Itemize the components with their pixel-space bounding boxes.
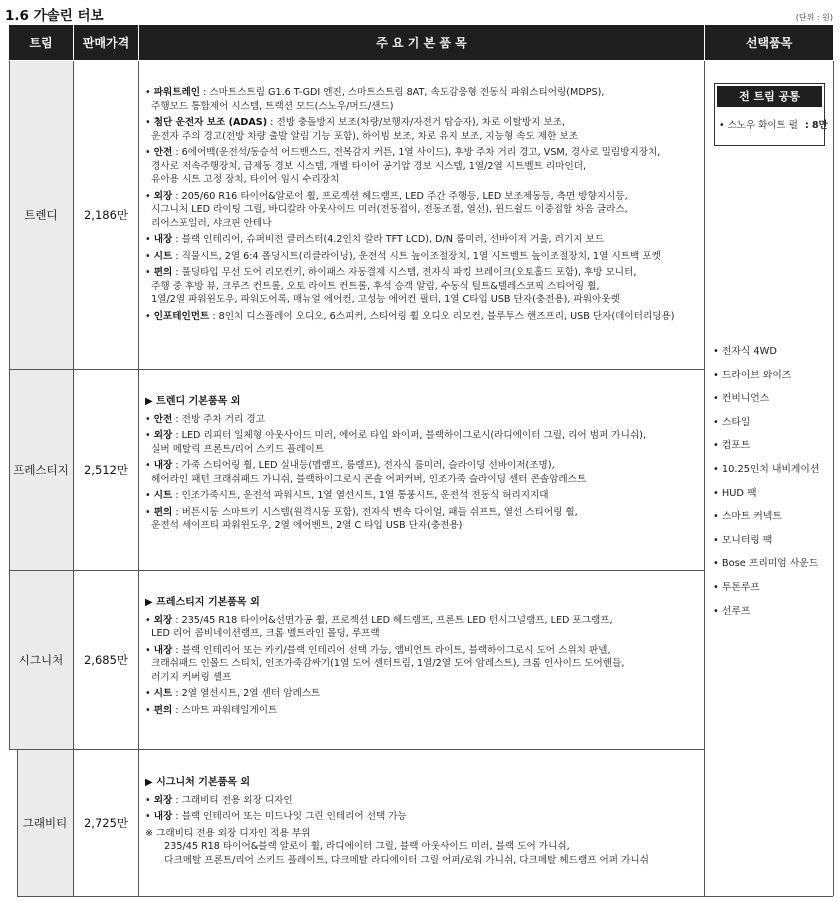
feature-item	[145, 190, 701, 231]
bullet-icon: •	[145, 190, 154, 202]
feature-item	[145, 794, 701, 808]
feature-text: : 블랙 인테리어 또는 카키/블랙 인테리어 선택 가능, 앰비언트 라이트, 블랙하이그로시 도어 스위치 판넬,	[172, 644, 611, 656]
feature-label: 편의	[153, 267, 173, 278]
feature-label: 파워트레인	[153, 87, 201, 98]
divider	[9, 369, 704, 370]
gravity-note: 235/45 R18 타이어&블랙 알로이 휠, 라디에이터 그릴, 블랙 아웃사이드 미러, 블랙 도어 가니쉬,	[145, 841, 570, 852]
feature-label: 시트	[153, 490, 173, 501]
divider	[704, 61, 705, 896]
bullet-icon: •	[145, 614, 154, 626]
feature-item	[145, 704, 701, 718]
bullet-icon: •	[145, 267, 154, 278]
feature-text: LED 리어 콤비네이션램프, 크롬 벨트라인 몰딩, 루프랙	[151, 628, 380, 639]
feature-text: 리어스포일러, 샤크핀 안테나	[151, 217, 272, 229]
trim-name-trendy: 트렌디	[9, 61, 73, 369]
common-option-box	[714, 83, 828, 146]
feature-item	[145, 687, 701, 701]
divider	[73, 61, 74, 896]
feature-label: 외장	[153, 614, 173, 626]
feature-text: 실버 메탈릭 프론트/리어 스키드 플레이트	[151, 443, 325, 455]
price-gravity: 2,725만	[74, 750, 138, 896]
unit-note: (단위 : 원)	[795, 13, 833, 22]
feature-label: 내장	[153, 644, 173, 656]
bullet-icon: •	[145, 250, 154, 262]
feature-item	[145, 310, 701, 324]
feature-item	[145, 644, 701, 685]
bullet-icon: •	[145, 413, 154, 425]
bullet-icon: •	[145, 688, 154, 699]
common-option-label: • 스노우 화이트 펄	[719, 120, 798, 131]
feature-label: 외장	[153, 430, 173, 441]
header-trim: 트림	[9, 25, 73, 60]
feature-label: 내장	[153, 460, 173, 471]
option-item: • 10.25인치 내비게이션	[713, 463, 820, 475]
feature-label: 편의	[153, 704, 173, 716]
base-items-heading: ▶ 트렌디 기본품목 외	[145, 396, 241, 407]
feature-item	[145, 459, 701, 486]
feature-item	[145, 116, 701, 143]
base-items-heading: ▶ 시그니처 기본품목 외	[145, 777, 251, 788]
feature-label: 외장	[153, 190, 173, 202]
feature-text: : 스마트스트림 G1.6 T-GDI 엔진, 스마트스트림 8AT, 속도감응형 전동식 파워스티어링(MDPS),	[200, 87, 605, 98]
common-option-item	[715, 109, 828, 131]
feature-label: 안전	[153, 147, 173, 158]
feature-text: : 2열 열선시트, 2열 센터 암레스트	[172, 688, 321, 699]
bullet-icon: •	[145, 794, 154, 806]
common-option-price: : 8만	[804, 120, 828, 131]
bullet-icon: •	[145, 704, 154, 716]
header-price: 판매가격	[74, 25, 138, 60]
divider	[833, 61, 834, 896]
feature-text: : 205/60 R16 타이어&알로이 휠, 프로젝션 헤드램프, LED 주간 주행등, LED 보조제동등, 측면 방향지시등,	[172, 190, 628, 202]
prestige-items	[145, 395, 701, 536]
feature-text: : LED 리피터 일체형 아웃사이드 미러, 에어로 타입 와이퍼, 블랙하이그로시(라디에이터 그릴, 리어 범퍼 가니쉬),	[172, 430, 646, 441]
feature-label: 내장	[153, 811, 173, 822]
bullet-icon: •	[145, 87, 154, 98]
bullet-icon: •	[145, 460, 154, 471]
feature-item	[145, 506, 701, 533]
header-options: 선택품목	[705, 25, 833, 60]
feature-text: 러기지 커버링 셸프	[151, 671, 232, 683]
feature-text: : 전방 충돌방지 보조(차량/보행자/자전거 탑승자), 차로 이탈방지 보조,	[267, 117, 566, 128]
feature-text: : 스마트 파워테일게이트	[172, 704, 278, 716]
feature-text: : 블랙 인테리어, 슈퍼비전 클러스터(4.2인치 칼라 TFT LCD), D/N 룸미러, 선바이저 거울, 러기지 보드	[172, 234, 604, 245]
divider	[9, 61, 10, 750]
feature-item	[145, 489, 701, 503]
option-item: • 전자식 4WD	[713, 346, 777, 357]
divider	[9, 570, 704, 571]
feature-text: : 8인치 디스플레이 오디오, 6스피커, 스티어링 휠 오디오 리모컨, 블루투스 핸즈프리, USB 단자(데이터리딩용)	[209, 310, 675, 322]
feature-item	[145, 810, 701, 824]
divider	[138, 61, 139, 896]
feature-item	[145, 266, 701, 307]
feature-text: 주행모드 통합제어 시스템, 트랙션 모드(스노우/머드/샌드)	[151, 100, 394, 112]
bullet-icon: •	[145, 811, 154, 822]
option-item: • 컴포트	[713, 440, 751, 452]
bullet-icon: •	[145, 430, 154, 441]
signature-items	[145, 596, 701, 720]
option-item: • Bose 프리미엄 사운드	[713, 558, 819, 570]
feature-text: : 인조가죽시트, 운전석 파워시트, 1열 열선시트, 1열 통풍시트, 운전석 전동식 허리지지대	[172, 490, 549, 501]
feature-text: : 6에어백(운전석/동승석 어드밴스드, 전복감지 커튼, 1열 사이드), 후방 주차 거리 경고, VSM, 경사로 밀림방지장치,	[172, 147, 661, 158]
divider	[9, 749, 704, 750]
bullet-icon: •	[145, 310, 154, 322]
page-title: 1.6 가솔린 터보	[5, 8, 104, 24]
option-item: • 스마트 커넥트	[713, 511, 782, 523]
feature-item	[145, 146, 701, 187]
option-item: • 스타일	[713, 416, 751, 428]
option-item: • 컨비니언스	[713, 393, 770, 405]
common-option-title: 전 트림 공통	[717, 86, 822, 107]
feature-text: 시그니처 LED 라이팅 그릴, 바디칼라 아웃사이드 미러(전동접이, 전동조절, 열선), 윈드쉴드 이중접합 차음 글라스,	[151, 204, 628, 215]
feature-item	[145, 86, 701, 113]
feature-text: 운전자 주의 경고(전방 차량 출발 알림 기능 포함), 하이빔 보조, 차로 유지 보조, 지능형 속도 제한 보조	[151, 130, 578, 142]
divider	[17, 896, 833, 897]
feature-item	[145, 413, 701, 427]
feature-label: 시트	[153, 688, 173, 699]
option-item: • 투톤루프	[713, 581, 760, 593]
feature-text: : 전방 주차 거리 경고	[172, 413, 265, 425]
feature-item	[145, 233, 701, 247]
feature-label: 시트	[153, 250, 173, 262]
feature-text: 운전석 세이프티 파워윈도우, 2열 에어벤트, 2열 C 타입 USB 단자(충전용)	[151, 520, 463, 531]
option-item: • 선루프	[713, 605, 751, 617]
feature-label: 편의	[153, 506, 173, 518]
feature-label: 외장	[153, 794, 173, 806]
price-signature: 2,685만	[74, 571, 138, 749]
option-item: • 모니터링 팩	[713, 534, 773, 546]
feature-label: 내장	[153, 234, 173, 245]
feature-label: 안전	[153, 413, 173, 425]
gravity-items	[145, 776, 701, 867]
feature-text: 주행 중 후방 뷰, 크루즈 컨트롤, 오토 라이트 컨트롤, 후석 승객 알림, 수동식 틸트&텔레스코픽 스티어링 휠,	[151, 280, 600, 292]
bullet-icon: •	[145, 506, 154, 518]
feature-text: 1열/2열 파워윈도우, 파워도어록, 매뉴얼 에어컨, 고성능 에어컨 필터, 1열 C타입 USB 단자(충전용), 파워아웃렛	[151, 294, 620, 305]
feature-label: 첨단 운전자 보조 (ADAS)	[153, 117, 268, 128]
bullet-icon: •	[145, 117, 154, 128]
feature-text: : 직물시트, 2열 6:4 폴딩시트(리클라이닝), 운전석 시트 높이조절장치, 1열 시트벨트 높이조절장치, 1열 시트백 포켓	[172, 250, 661, 262]
gravity-note: ※ 그래비티 전용 외장 디자인 적용 부위	[145, 827, 311, 839]
gravity-note: 다크메탈 프론트/리어 스키드 플레이트, 다크메탈 라디에이터 그릴 어퍼/로워 가니쉬, 다크메탈 헤드램프 어퍼 가니쉬	[145, 854, 649, 866]
feature-text: : 풀딩타입 무선 도어 리모컨키, 하이패스 자동결제 시스템, 전자식 파킹 브레이크(오토홀드 포함), 후방 모니터,	[172, 267, 637, 278]
feature-text: : 그래비티 전용 외장 디자인	[172, 794, 293, 806]
feature-text: 헤어라인 패턴 크래쉬패드 가니쉬, 블랙하이그로시 콘솔 어퍼커버, 인조가죽 슬라이딩 센터 콘솔암레스트	[151, 473, 587, 485]
base-items-heading: ▶ 프레스티지 기본품목 외	[145, 597, 260, 608]
feature-text: 크래쉬패드 인몰드 스티치, 인조가죽감싸기(1열 도어 센터트림, 1열/2열 도어 암레스트), 크롬 인사이드 도어핸들,	[151, 658, 625, 669]
option-list	[713, 340, 819, 623]
feature-item	[145, 429, 701, 456]
option-item: • HUD 팩	[713, 487, 757, 499]
price-trendy: 2,186만	[74, 61, 138, 369]
option-item: • 드라이브 와이즈	[713, 369, 792, 381]
feature-item	[145, 250, 701, 264]
feature-text: 유아용 시트 고정 장치, 타이어 임시 수리장치	[151, 174, 340, 185]
trim-name-gravity: 그래비티	[17, 750, 73, 896]
price-prestige: 2,512만	[74, 370, 138, 570]
trim-name-signature: 시그니처	[9, 571, 73, 749]
feature-text: : 235/45 R18 타이어&선면가공 휠, 프로젝션 LED 헤드램프, 프론트 LED 턴시그널램프, LED 포그램프,	[172, 614, 613, 626]
divider	[17, 750, 18, 896]
feature-text: : 가죽 스티어링 휠, LED 실내등(맵램프, 룸램프), 전자식 룸미러, 슬라이딩 선바이저(조명),	[172, 460, 555, 471]
feature-text: 경사로 저속주행장치, 급제동 경보 시스템, 개별 타이어 공기압 경보 시스템, 1열/2열 시트벨트 리마인더,	[151, 160, 587, 172]
bullet-icon: •	[145, 147, 154, 158]
bullet-icon: •	[145, 644, 154, 656]
feature-text: : 버튼시동 스마트키 시스템(원격시동 포함), 전자식 변속 다이얼, 패들 쉬프트, 열선 스티어링 휠,	[172, 506, 578, 518]
trendy-items	[145, 86, 701, 326]
feature-item	[145, 614, 701, 641]
header-main: 주 요 기 본 품 목	[139, 25, 704, 60]
feature-label: 인포테인먼트	[153, 310, 210, 322]
trim-name-prestige: 프레스티지	[9, 370, 73, 570]
bullet-icon: •	[145, 234, 154, 245]
bullet-icon: •	[145, 490, 154, 501]
feature-text: : 블랙 인테리어 또는 미드나잇 그린 인테리어 선택 가능	[172, 811, 407, 822]
